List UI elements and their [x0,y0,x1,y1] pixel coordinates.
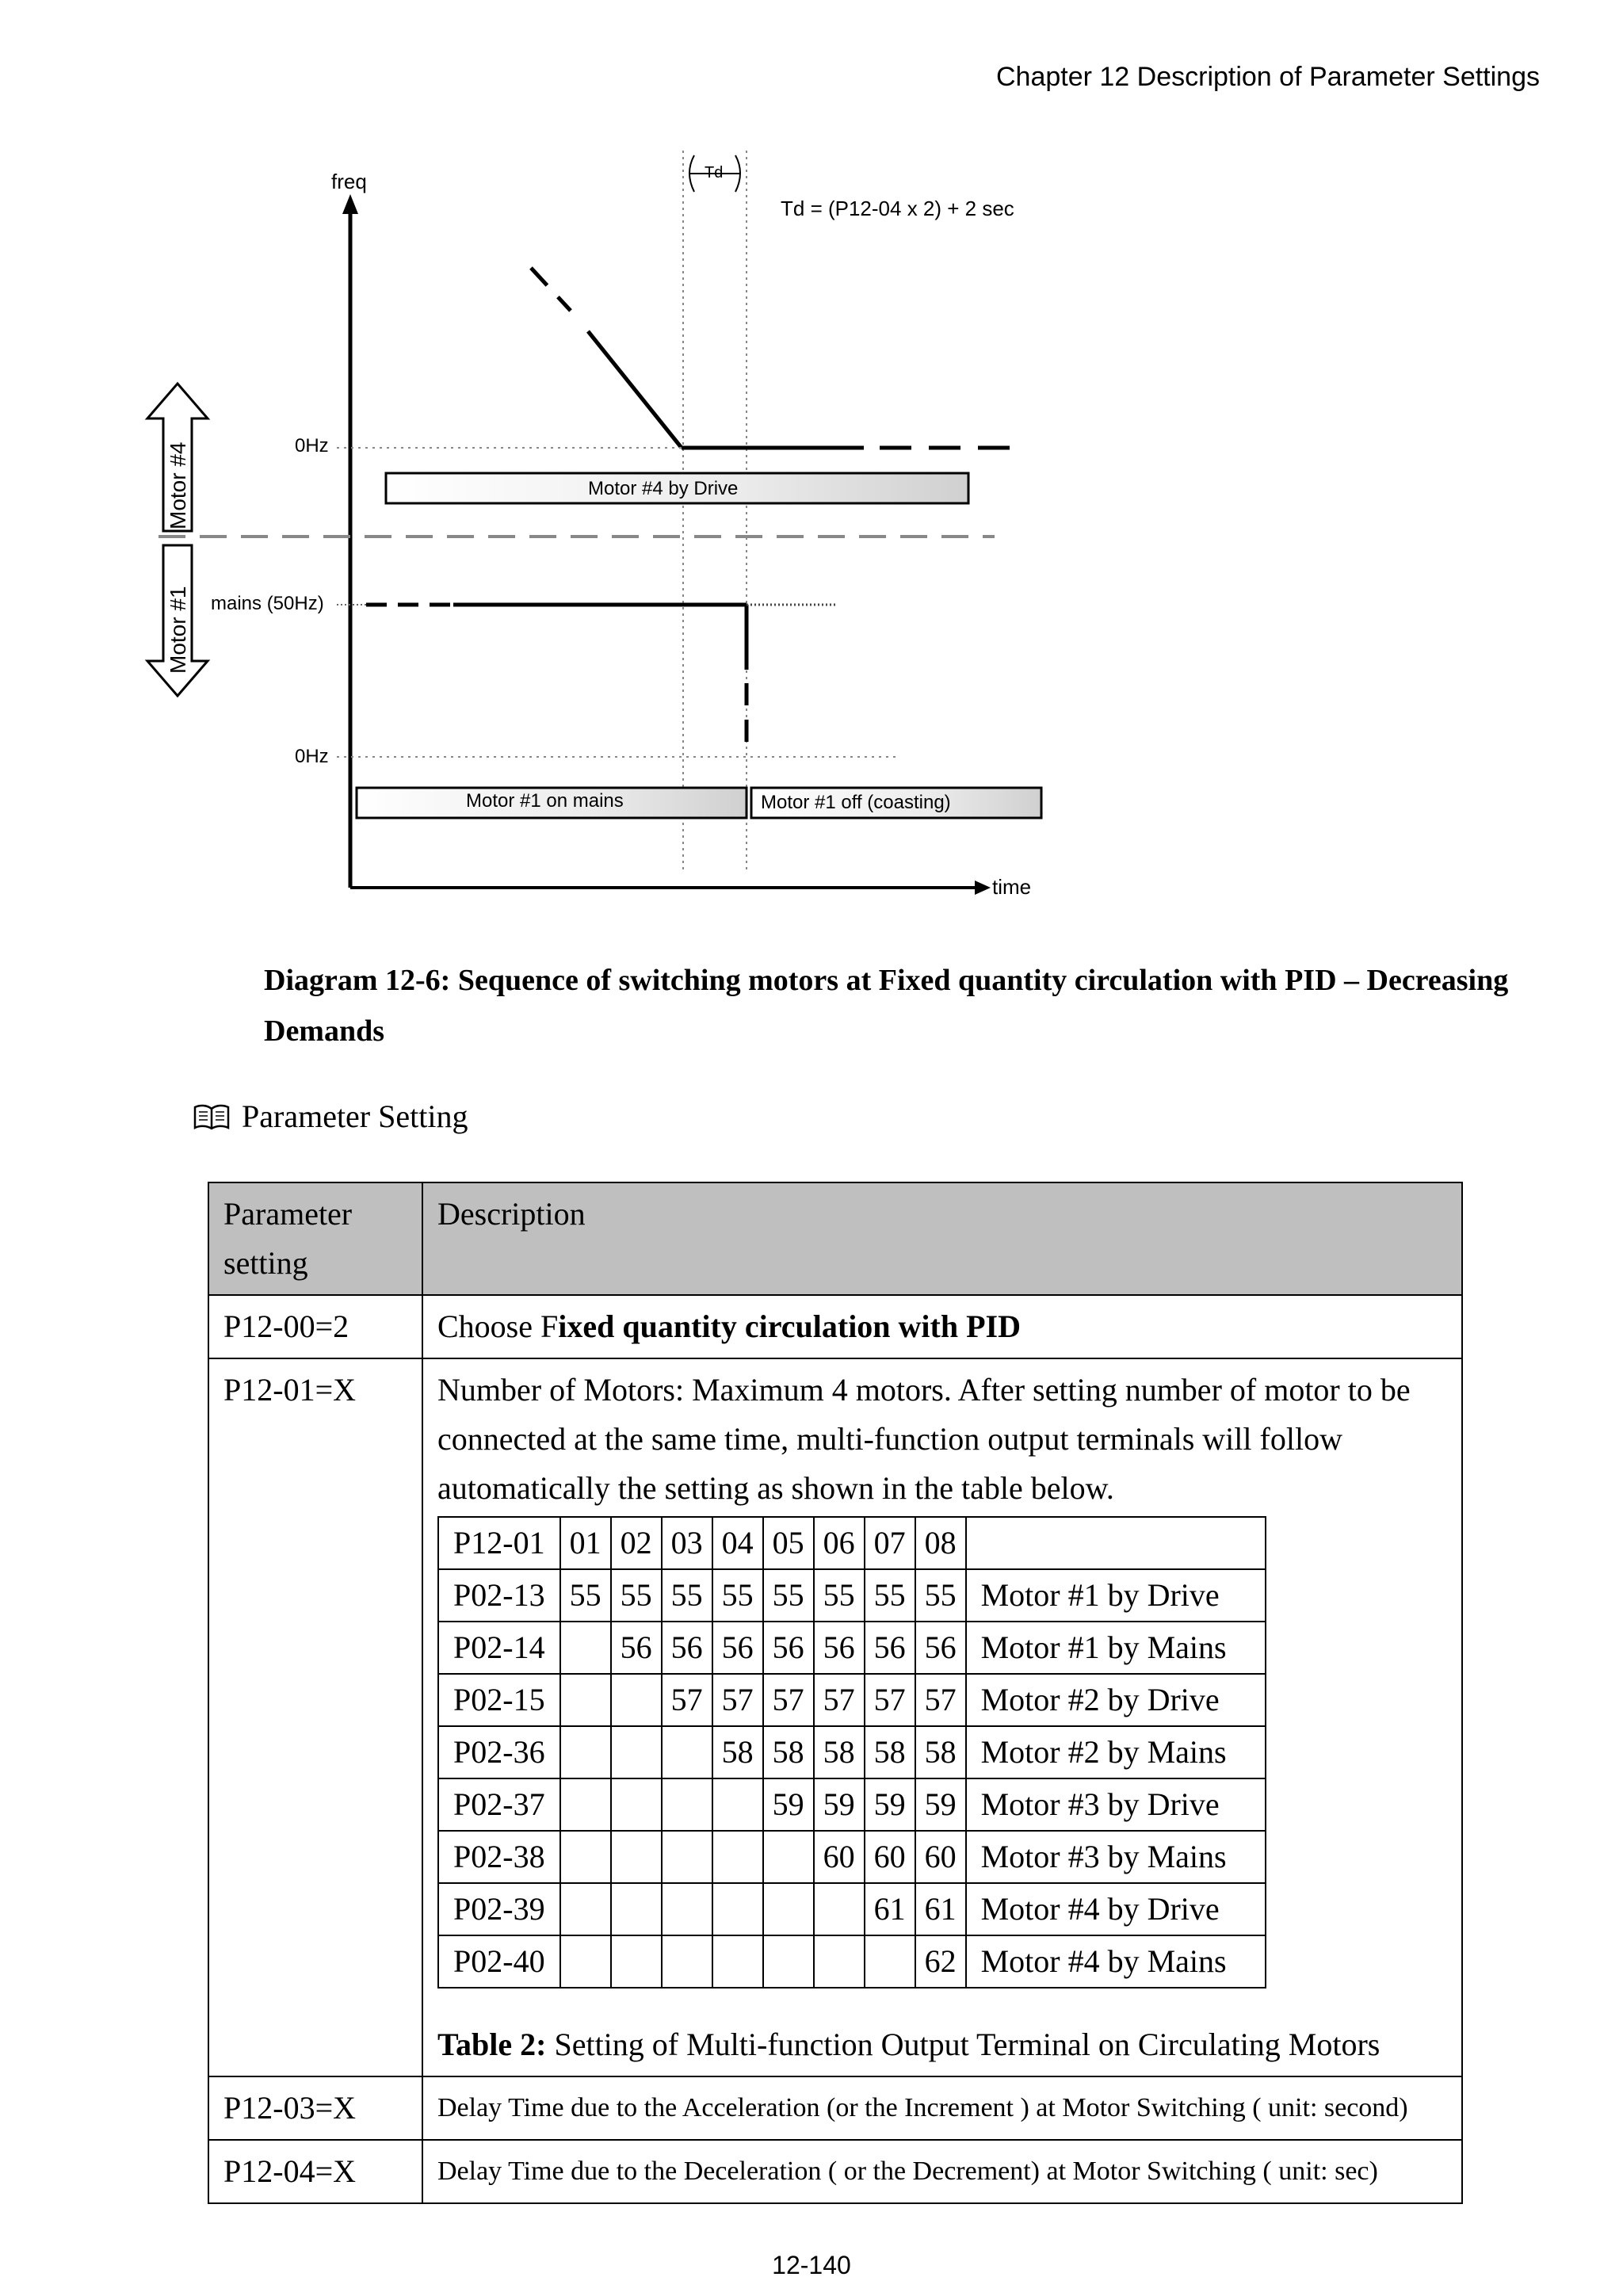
sub-cell: 55 [763,1569,814,1622]
sub-cell: P02-14 [438,1622,560,1674]
sub-cell: 61 [915,1883,966,1935]
time-axis-arrowhead [975,881,991,895]
bar-motor1-off-label: Motor #1 off (coasting) [761,792,951,813]
sub-table-row [438,1778,1266,1831]
sub-header-cell: 02 [611,1517,662,1569]
sub-header-cell: 07 [865,1517,915,1569]
motor4-decel-line [588,331,682,448]
parameter-table [208,1182,1463,2204]
sub-table-header [438,1517,1266,1569]
sub-cell [611,1674,662,1726]
sub-cell [560,1831,611,1883]
sub-table-row [438,1935,1266,1988]
sub-cell: 58 [915,1726,966,1778]
row-param: P12-00=2 [208,1295,422,1358]
sub-header-cell: 03 [662,1517,712,1569]
row-desc-prefix: Choose F [437,1308,559,1344]
page-header: Chapter 12 Description of Parameter Settings [995,62,1540,92]
sub-cell [611,1778,662,1831]
sub-cell: Motor #1 by Drive [966,1569,1266,1622]
row-desc: Delay Time due to the Acceleration (or the Increment ) at Motor Switching ( unit: second) [422,2076,1462,2140]
sub-cell [814,1883,865,1935]
sub-cell: P02-38 [438,1831,560,1883]
sub-cell: 57 [814,1674,865,1726]
page-number: 12-140 [772,2251,851,2279]
sub-cell: 55 [712,1569,763,1622]
sub-cell: P02-39 [438,1883,560,1935]
parameter-setting-heading [193,1098,468,1135]
table-header-row [208,1182,1462,1295]
sub-cell: P02-36 [438,1726,560,1778]
sub-cell [560,1622,611,1674]
sub-cell: 55 [814,1569,865,1622]
sub-cell [662,1935,712,1988]
sub-cell: Motor #4 by Mains [966,1935,1266,1988]
sub-cell: P02-15 [438,1674,560,1726]
row-param: P12-03=X [208,2076,422,2140]
sub-cell: 59 [814,1778,865,1831]
table-row [208,2076,1462,2140]
motor4-decel-dashed [531,268,571,311]
sub-cell: Motor #2 by Mains [966,1726,1266,1778]
bar-motor4-drive-label: Motor #4 by Drive [588,478,739,499]
sub-cell [560,1935,611,1988]
sub-cell [712,1831,763,1883]
sub-cell [611,1883,662,1935]
sub-cell [611,1726,662,1778]
sub-cell [662,1726,712,1778]
sub-cell: 56 [611,1622,662,1674]
sub-cell: 58 [814,1726,865,1778]
sub-cell: 55 [865,1569,915,1622]
sub-cell [662,1831,712,1883]
sub-cell: 56 [915,1622,966,1674]
sub-cell: P02-13 [438,1569,560,1622]
sub-cell: 60 [915,1831,966,1883]
book-icon [193,1102,231,1131]
sub-cell [560,1883,611,1935]
sub-header-cell: 01 [560,1517,611,1569]
sub-cell: P02-40 [438,1935,560,1988]
sub-cell: 59 [915,1778,966,1831]
sub-cell [560,1674,611,1726]
zero-hz-top-label: 0Hz [295,435,329,457]
sub-cell: 56 [712,1622,763,1674]
row-desc: Delay Time due to the Deceleration ( or the Decrement) at Motor Switching ( unit: sec) [422,2140,1462,2203]
sub-cell [611,1831,662,1883]
sub-cell: 57 [712,1674,763,1726]
row-desc-text: Number of Motors: Maximum 4 motors. After setting number of motor to be connected at the same time, multi-function output terminals will follow automatically the setting as shown in the table below. [437,1372,1411,1506]
row-desc [422,1295,1462,1358]
sub-cell: 56 [865,1622,915,1674]
sub-cell: 55 [611,1569,662,1622]
bar-motor1-mains-label: Motor #1 on mains [466,790,624,812]
sub-cell: 57 [915,1674,966,1726]
sub-cell [662,1883,712,1935]
sub-cell [763,1883,814,1935]
parameter-setting-heading-text: Parameter Setting [242,1098,468,1134]
freq-axis-arrowhead [342,194,358,214]
sub-cell [763,1831,814,1883]
sub-cell: 57 [865,1674,915,1726]
sub-cell [865,1935,915,1988]
row-param: P12-04=X [208,2140,422,2203]
zero-hz-bottom-label: 0Hz [295,746,329,767]
sub-cell: Motor #2 by Drive [966,1674,1266,1726]
sub-cell: 55 [915,1569,966,1622]
sub-cell: 58 [763,1726,814,1778]
motor4-arrow-label: Motor #4 [166,441,190,529]
sub-cell: 61 [865,1883,915,1935]
table2-label: Table 2: [437,2027,547,2062]
header-description: Description [422,1182,1462,1295]
motor1-arrow-label: Motor #1 [166,586,190,674]
sub-cell: 57 [662,1674,712,1726]
sub-cell: 56 [662,1622,712,1674]
sub-header-cell [966,1517,1266,1569]
sub-cell: Motor #4 by Drive [966,1883,1266,1935]
sub-cell: 55 [560,1569,611,1622]
table-row [208,1358,1462,2076]
sub-table-row [438,1831,1266,1883]
sub-table-row [438,1726,1266,1778]
sub-cell [611,1935,662,1988]
table2-caption-text: Setting of Multi-function Output Terminal on Circulating Motors [546,2027,1381,2062]
freq-label: freq [331,170,367,193]
sub-cell [712,1778,763,1831]
sub-cell: 56 [814,1622,865,1674]
sub-cell: 58 [712,1726,763,1778]
sub-cell: 62 [915,1935,966,1988]
sub-cell: Motor #3 by Mains [966,1831,1266,1883]
td-formula: Td = (P12-04 x 2) + 2 sec [781,197,1014,220]
sub-cell: 57 [763,1674,814,1726]
row-param: P12-01=X [208,1358,422,2076]
sub-cell [814,1935,865,1988]
sub-cell [662,1778,712,1831]
sub-cell: Motor #1 by Mains [966,1622,1266,1674]
sub-cell [560,1726,611,1778]
td-label: Td [705,164,724,181]
row-desc-bold: ixed quantity circulation with PID [558,1308,1021,1344]
table-row [208,1295,1462,1358]
sub-table-row [438,1622,1266,1674]
sub-cell [560,1778,611,1831]
sub-header-cell: 04 [712,1517,763,1569]
sub-cell: 60 [865,1831,915,1883]
sub-cell: P02-37 [438,1778,560,1831]
switching-sequence-diagram [0,0,1623,935]
sub-cell: 59 [763,1778,814,1831]
sub-table-row [438,1883,1266,1935]
sub-cell: 60 [814,1831,865,1883]
sub-cell: 55 [662,1569,712,1622]
table2-caption [437,2020,1447,2069]
sub-table-row [438,1569,1266,1622]
sub-cell [712,1935,763,1988]
sub-cell: Motor #3 by Drive [966,1778,1266,1831]
sub-header-cell: 05 [763,1517,814,1569]
sub-cell [763,1935,814,1988]
mains-label: mains (50Hz) [211,593,324,614]
header-param: Parameter setting [208,1182,422,1295]
sub-header-cell: 08 [915,1517,966,1569]
table-row [208,2140,1462,2203]
sub-cell [712,1883,763,1935]
sub-header-cell: 06 [814,1517,865,1569]
sub-cell: 59 [865,1778,915,1831]
time-label: time [992,875,1032,899]
sub-table-row [438,1674,1266,1726]
sub-header-cell: P12-01 [438,1517,560,1569]
output-terminal-table [437,1516,1266,1988]
sub-cell: 56 [763,1622,814,1674]
diagram-caption: Diagram 12-6: Sequence of switching motors at Fixed quantity circulation with PID – Decreasing Demands [264,964,1509,1048]
sub-cell: 58 [865,1726,915,1778]
row-desc [422,1358,1462,2076]
